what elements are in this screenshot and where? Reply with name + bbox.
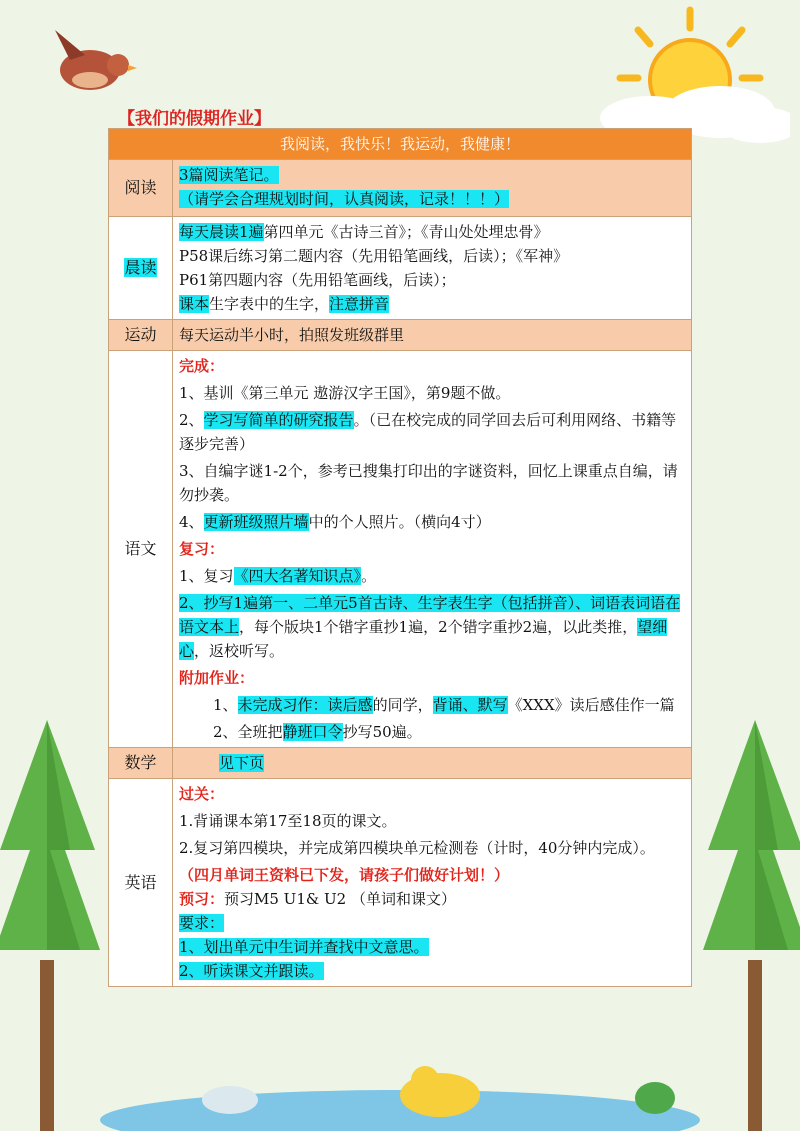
morning-l4a: 课本 [179,295,210,313]
morning-l1b: 第四单元《古诗三首》；《青山处处埋忠骨》 [263,223,549,241]
row-reading [109,160,692,217]
chinese-d4a: 4、 [179,513,204,531]
chinese-d2b: 学习写简单的研究报告 [203,411,354,429]
homework-table [108,128,692,987]
chinese-r2b: ，每个版块1个错字重抄1遍，2个错字重抄2遍，以此类推， [239,618,638,636]
banner-text: 我阅读，我快乐！我运动，我健康！ [109,129,692,160]
pond-icon [100,1060,700,1131]
chinese-r2d: ，返校听写。 [194,642,285,660]
row-math [109,748,692,779]
english-p2: 2.复习第四模块，并完成第四模块单元检测卷（计时，40分钟内完成）。 [179,839,655,857]
morning-l3: P61第四题内容（先用铅笔画线，后读）； [179,271,456,289]
label-reading: 阅读 [109,160,173,217]
chinese-r2a: 2、抄写1遍第一、二单元5首古诗、生字表生字（包括拼音）、词语表词语在语文本上 [179,594,681,636]
chinese-d2c: 。（已在校完成的同学回去后可利用网络、书籍等逐步完善） [179,411,677,453]
chinese-r2c: 望细心 [179,618,668,660]
morning-l1a: 每天晨读1遍 [179,223,264,241]
english-pass-heading: 过关： [179,785,225,803]
chinese-e1d: 背诵、默写 [432,696,508,714]
chinese-review-heading: 复习： [179,540,225,558]
label-math: 数学 [109,748,173,779]
morning-l4c: 注意拼音 [329,295,390,313]
english-req: 要求： [179,914,225,932]
morning-l4b: 生字表中的生字， [209,295,330,313]
chinese-extra-heading: 附加作业： [179,669,255,687]
chinese-r1a: 1、复习 [179,567,234,585]
chinese-e1e: 《XXX》读后感佳作一篇 [507,696,675,714]
row-chinese [109,351,692,748]
chinese-d2a: 2、 [179,411,204,429]
bird-icon [40,20,140,100]
english-prev-text: 预习M5 U1& U2 （单词和课文） [224,890,456,908]
morning-l2: P58课后练习第二题内容（先用铅笔画线，后读）；《军神》 [179,247,569,265]
row-morning [109,217,692,320]
row-sport [109,320,692,351]
english-p1: 1.背诵课本第17至18页的课文。 [179,812,397,830]
chinese-d1: 1、基训《第三单元 遨游汉字王国》，第9题不做。 [179,384,511,402]
chinese-d4c: 中的个人照片。（横向4寸） [308,513,491,531]
tree-right-icon [690,700,800,1131]
reading-line2: （请学会合理规划时间，认真阅读，记录！！！） [179,190,510,208]
chinese-e1b: 未完成习作：读后感 [237,696,373,714]
english-q2: 2、听读课文并跟读。 [179,962,324,980]
label-morning: 晨读 [124,258,157,277]
label-chinese: 语文 [109,351,173,748]
chinese-e2a: 2、全班把 [213,723,283,741]
label-english: 英语 [109,779,173,987]
chinese-e1a: 1、 [213,696,238,714]
label-sport: 运动 [109,320,173,351]
chinese-d3: 3、自编字谜1-2个，参考已搜集打印出的字谜资料，回忆上课重点自编，请勿抄袭。 [179,462,678,504]
chinese-e1c: 的同学， [372,696,433,714]
math-text: 见下页 [219,754,265,772]
chinese-d4b: 更新班级照片墙 [203,513,309,531]
chinese-e2c: 抄写50遍。 [342,723,422,741]
chinese-r1b: 《四大名著知识点》 [233,567,362,585]
sport-text: 每天运动半小时，拍照发班级群里 [173,320,692,351]
chinese-e2b: 静班口令 [282,723,343,741]
tree-left-icon [0,700,110,1131]
chinese-r1c: 。 [361,567,377,585]
row-english [109,779,692,987]
reading-line1: 3篇阅读笔记。 [179,166,279,184]
english-q1: 1、划出单元中生词并查找中文意思。 [179,938,429,956]
chinese-done-heading: 完成： [179,357,225,375]
english-prev-label: 预习： [179,890,225,908]
banner-row [109,129,692,160]
english-note: （四月单词王资料已下发，请孩子们做好计划！） [179,866,510,884]
page-title: 【我们的假期作业】 [118,109,271,129]
